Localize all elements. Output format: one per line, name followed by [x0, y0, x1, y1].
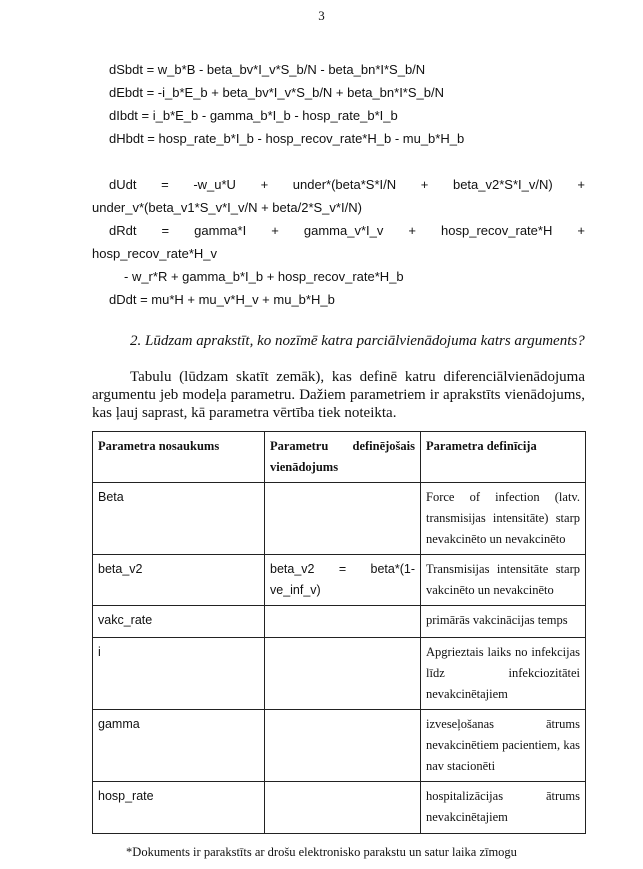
param-definition: primārās vakcinācijas temps [421, 606, 586, 638]
equation-dSbdt: dSbdt = w_b*B - beta_bv*I_v*S_b/N - beta_bn*I*S_b/N [109, 62, 426, 77]
eq-token: + [420, 177, 429, 192]
table-row [93, 483, 586, 555]
header-name: Parametra nosaukums [93, 432, 265, 483]
equation-dRdt-line3: - w_r*R + gamma_b*I_b + hosp_recov_rate*H_b [124, 269, 404, 284]
table-row [93, 638, 586, 710]
header-definition: Parametra definīcija [421, 432, 586, 483]
eq-token: + [271, 223, 279, 238]
param-definition: hospitalizācijas ātrums nevakcinētajiem [421, 782, 586, 834]
equation-dHbdt: dHbdt = hosp_rate_b*I_b - hosp_recov_rate*H_b - mu_b*H_b [109, 131, 465, 146]
table-row [93, 710, 586, 782]
eq-token: gamma_v*I_v [303, 223, 384, 238]
equation-dRdt-line2: hosp_recov_rate*H_v [92, 246, 218, 261]
eq-token: = [161, 223, 170, 238]
answer-paragraph: Tabulu (lūdzam skatīt zemāk), kas definē katru diferenciālvienādojuma argumentu jeb modeļa parametru. Dažiem parametriem ir aprakstīts vienādojums, kas ļauj saprast, kā parametra vērtība tiek noteikta. [92, 369, 585, 421]
page-number: 3 [318, 8, 325, 23]
table-row [93, 782, 586, 834]
param-definition: Force of infection (latv. transmisijas intensitāte) starp nevakcinēto un nevakcinēto [421, 483, 586, 555]
equation-dRdt-line1 [109, 223, 585, 238]
param-definition: izveseļošanas ātrums nevakcinētiem pacientiem, kas nav stacionēti [421, 710, 586, 782]
eq-token: beta_v2*S*I_v/N) [452, 177, 553, 192]
equation-dIbdt: dIbdt = i_b*E_b - gamma_b*I_b - hosp_rate_b*I_b [109, 108, 398, 123]
param-equation [265, 782, 421, 834]
param-name: gamma [93, 710, 265, 782]
table-header-row [93, 432, 586, 483]
equation-dUdt-line2: under_v*(beta_v1*S_v*I_v/N + beta/2*S_v*I/N) [92, 200, 362, 215]
header-equation: Parametru definējošais vienādojums [265, 432, 421, 483]
table-row [93, 606, 586, 638]
param-equation [265, 606, 421, 638]
param-name: Beta [93, 483, 265, 555]
eq-token: under*(beta*S*I/N [292, 177, 397, 192]
param-name: vakc_rate [93, 606, 265, 638]
eq-token: -w_u*U [193, 177, 236, 192]
equation-dUdt-line1 [109, 177, 585, 192]
eq-token: gamma*I [194, 223, 247, 238]
param-equation [265, 638, 421, 710]
eq-token: + [577, 177, 585, 192]
param-definition: Apgrieztais laiks no infekcijas līdz infekciozitātei nevakcinētajiem [421, 638, 586, 710]
equation-dEbdt: dEbdt = -i_b*E_b + beta_bv*I_v*S_b/N + beta_bn*I*S_b/N [109, 85, 444, 100]
eq-token: dRdt [109, 223, 137, 238]
param-name: beta_v2 [93, 555, 265, 606]
param-definition: Transmisijas intensitāte starp vakcinēto un nevakcinēto [421, 555, 586, 606]
param-equation: beta_v2 = beta*(1-ve_inf_v) [265, 555, 421, 606]
equation-dDdt: dDdt = mu*H + mu_v*H_v + mu_b*H_b [109, 292, 335, 307]
eq-token: + [577, 223, 585, 238]
eq-token: hosp_recov_rate*H [441, 223, 553, 238]
param-equation [265, 710, 421, 782]
param-name: hosp_rate [93, 782, 265, 834]
table-row [93, 555, 586, 606]
param-name: i [93, 638, 265, 710]
parameter-table [92, 431, 586, 834]
question-heading: 2. Lūdzam aprakstīt, ko nozīmē katra parciālvienādojuma katrs arguments? [130, 333, 585, 349]
eq-token: = [161, 177, 169, 192]
signature-footer-note: *Dokuments ir parakstīts ar drošu elektronisko parakstu un satur laika zīmogu [126, 845, 517, 859]
eq-token: dUdt [109, 177, 137, 192]
param-equation [265, 483, 421, 555]
eq-token: + [408, 223, 416, 238]
eq-token: + [260, 177, 269, 192]
